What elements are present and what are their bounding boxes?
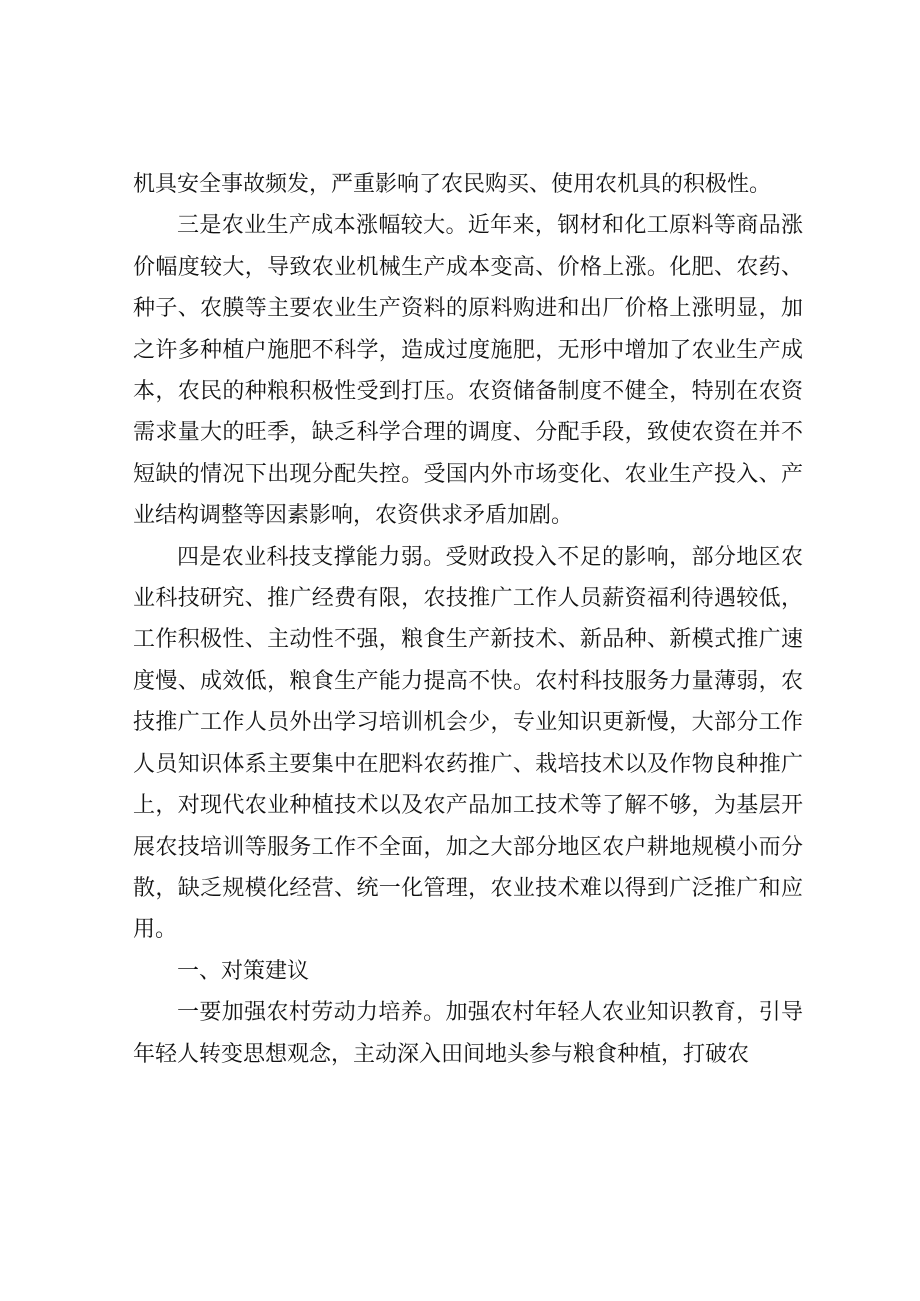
paragraph-tech-support: 四是农业科技支撑能力弱。受财政投入不足的影响，部分地区农业科技研究、推广经费有限，农技推广工作人员薪资福利待遇较低，工作积极性、主动性不强，粮食生产新技术、新品种、新模式推广速度慢、成效低，粮食生产能力提高不快。农村科技服务力量薄弱，农技推广工作人员外出学习培训机会少，专业知识更新慢，大部分工作人员知识体系主要集中在肥料农药推广、栽培技术以及作物良种推广上，对现代农业种植技术以及农产品加工技术等了解不够，为基层开展农技培训等服务工作不全面，加之大部分地区农户耕地规模小而分散，缺乏规模化经营、统一化管理，农业技术难以得到广泛推广和应用。: [133, 544, 803, 943]
paragraph-continued: 机具安全事故频发，严重影响了农民购买、使用农机具的积极性。: [133, 172, 772, 197]
paragraph-labor-training: 一要加强农村劳动力培养。加强农村年轻人农业知识教育，引导年轻人转变思想观念，主动深入田间地头参与粮食种植，打破农: [133, 1000, 803, 1067]
paragraph-production-cost: 三是农业生产成本涨幅较大。近年来，钢材和化工原料等商品涨价幅度较大，导致农业机械生产成本变高、价格上涨。化肥、农药、种子、农膜等主要农业生产资料的原料购进和出厂价格上涨明显，加之许多种植户施肥不科学，造成过度施肥，无形中增加了农业生产成本，农民的种粮积极性受到打压。农资储备制度不健全，特别在农资需求量大的旺季，缺乏科学合理的调度、分配手段，致使农资在并不短缺的情况下出现分配失控。受国内外市场变化、农业生产投入、产业结构调整等因素影响，农资供求矛盾加剧。: [133, 213, 803, 529]
document-body: [133, 164, 803, 1075]
section-heading: 一、对策建议: [177, 958, 310, 984]
